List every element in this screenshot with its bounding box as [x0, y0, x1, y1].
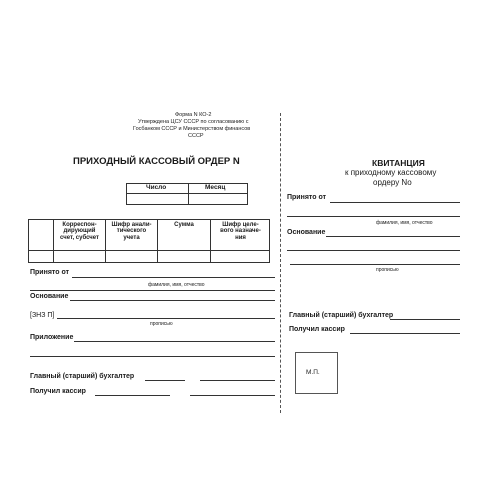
receipt-cashier-label: Получил кассир [289, 326, 345, 333]
receipt-title: КВИТАНЦИЯ [372, 158, 425, 168]
code-text: [ЗНЗ П] [30, 312, 55, 319]
receipt-fio-hint: фамилия, имя, отчество [376, 220, 433, 226]
received-from-line [72, 277, 275, 278]
receipt-basis-label: Основание [287, 229, 326, 236]
tear-line [280, 113, 281, 413]
chief-accountant-name-line [200, 380, 275, 381]
attachment-line [74, 341, 275, 342]
basis-label: Основание [30, 293, 69, 300]
form-number: Форма N КО-2 [175, 112, 212, 118]
receipt-cashier-line [350, 333, 460, 334]
receipt-received-from-line [330, 202, 460, 203]
chief-accountant-label: Главный (старший) бухгалтер [30, 373, 135, 380]
received-from-label: Принято от [30, 269, 70, 276]
approval-line-1: Утверждена ЦСУ СССР по согласованию с [138, 119, 249, 125]
in-words-hint: прописью [150, 321, 173, 327]
approval-line-2: Госбанком СССР и Министерством финансов [133, 126, 251, 132]
col-analytic-code: Шифр анали- тического учета [111, 222, 152, 241]
fio-hint: фамилия, имя, отчество [148, 282, 205, 288]
receipt-received-from-label: Принято от [287, 194, 327, 201]
stamp-label: М.П. [306, 369, 320, 376]
cashier-signature-line [95, 395, 170, 396]
approval-line-3: СССР [188, 133, 204, 139]
cashier-label: Получил кассир [30, 388, 86, 395]
receipt-chief-accountant-line [390, 319, 460, 320]
col-sum: Сумма [174, 222, 194, 228]
col-correspondent-account: Корреспон- дирующий счет, субсчет [60, 222, 99, 241]
chief-accountant-signature-line [145, 380, 185, 381]
receipt-basis-line [326, 236, 460, 237]
date-table [126, 183, 248, 205]
date-col-number: Число [146, 184, 167, 191]
receipt-in-words-hint: прописью [376, 267, 399, 273]
col-purpose-code: Шифр целе- вого назначе- ния [220, 222, 261, 241]
order-title: ПРИХОДНЫЙ КАССОВЫЙ ОРДЕР N [73, 156, 240, 167]
receipt-subtitle-2: ордеру No [373, 178, 412, 187]
date-col-month: Месяц [205, 184, 226, 191]
receipt-chief-accountant-label: Главный (старший) бухгалтер [289, 312, 394, 319]
basis-line [70, 300, 275, 301]
receipt-subtitle-1: к приходному кассовому [345, 168, 437, 177]
cashier-name-line [190, 395, 275, 396]
attachment-label: Приложение [30, 334, 74, 341]
